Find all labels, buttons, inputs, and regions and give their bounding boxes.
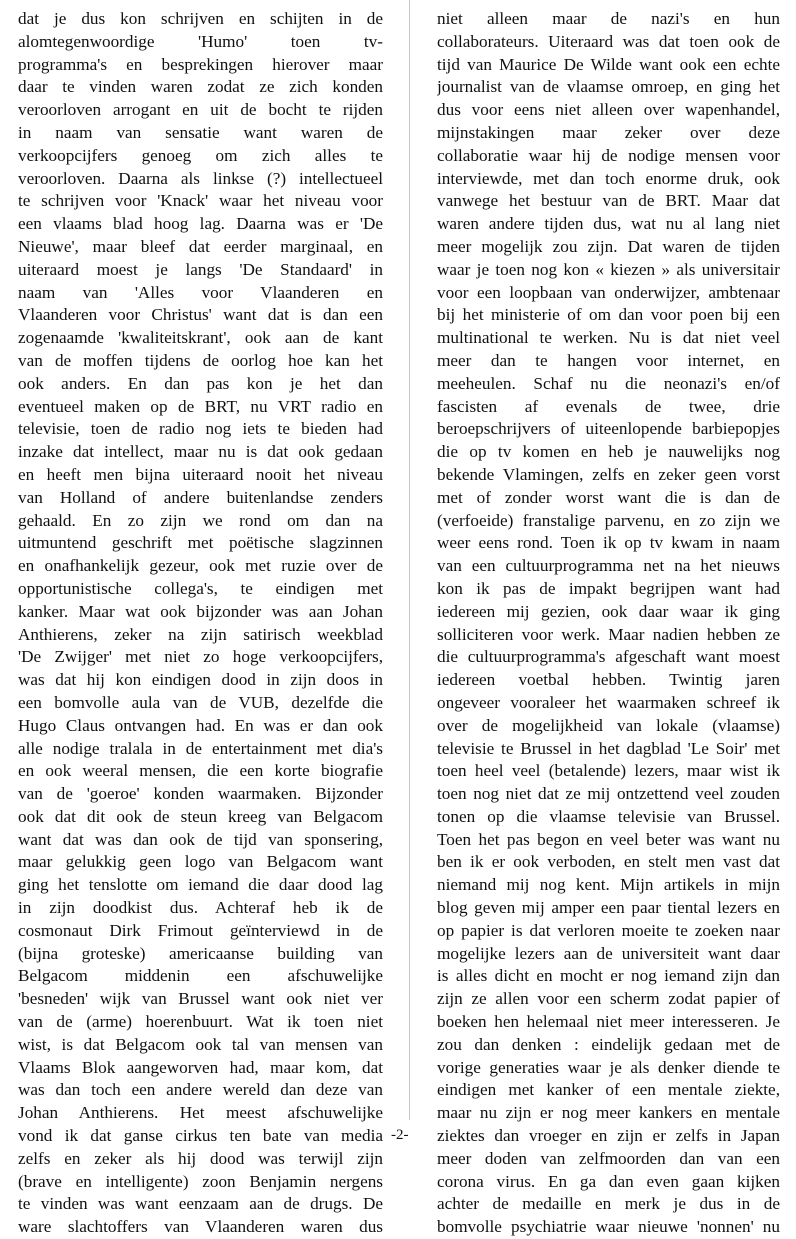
text-line: waren andere tijden dus, wat nu al lang niet — [437, 214, 780, 234]
text-line: zijn ze allen voor een scherm zodat papier of — [437, 989, 780, 1009]
text-line: van Holland of andere buitenlandse zenders — [18, 487, 383, 507]
text-line: boeken hen helemaal niet meer interesseren. Je — [437, 1012, 780, 1032]
text-line: iedereen mij gezien, ook daar waar ik ging — [437, 601, 780, 621]
text-line: veroorloven arrogant en uit de bocht te rijden — [18, 100, 383, 120]
text-line: kon ik pas de impakt begrijpen want had — [437, 578, 780, 598]
text-line: ziektes dan vroeger en zijn er zelfs in Japan — [437, 1126, 780, 1146]
text-line: bekende Vlamingen, zelfs en zeker geen vorst — [437, 464, 780, 484]
text-line: uiteraard moest je langs 'De Standaard' in — [18, 259, 383, 279]
text-line: naam van 'Alles voor Vlaanderen en — [18, 282, 383, 302]
text-line: collaborateurs. Uiteraard was dat toen ook de — [437, 31, 780, 51]
text-line: wist, is dat Belgacom ook tal van mensen van — [18, 1034, 383, 1054]
text-line: beroepschrijvers of uiteenlopende barbiepopjes — [437, 419, 780, 439]
text-line: een vlaams blad hoog lag. Daarna was er 'De — [18, 214, 383, 234]
text-line: meer doden van zelfmoorden dan van een — [437, 1148, 780, 1168]
text-line: ware slachtoffers van Vlaanderen waren dus — [18, 1217, 383, 1237]
text-line: eventueel maken op de BRT, nu VRT radio en — [18, 396, 383, 416]
text-line: van een cultuurprogramma net na het nieuws — [437, 556, 780, 576]
text-line: en ook weeral mensen, die een korte biografie — [18, 761, 383, 781]
text-line: niemand mij nog kent. Mijn artikels in mijn — [437, 875, 780, 895]
column-divider — [409, 0, 410, 1120]
text-line: (brave en intelligente) zoon Benjamin nergens — [18, 1171, 383, 1191]
text-line: Toen het pas begon en veel beter was want nu — [437, 829, 780, 849]
right-text-column — [437, 8, 780, 1239]
text-line: zelfs en zeker als hij dood was terwijl zijn — [18, 1148, 383, 1168]
text-line: Vlaanderen voor Christus' want dat is dan een — [18, 305, 383, 325]
text-line: collaboratie waar hij de nodige mensen voor — [437, 145, 780, 165]
text-line: bomvolle psychiatrie waar nieuwe 'nonnen' nu — [437, 1217, 780, 1237]
text-line: televisie te Brussel in het dagblad 'Le Soir' met — [437, 738, 780, 758]
text-line: en onafhankelijk gezeur, ook met ruzie over de — [18, 556, 383, 576]
text-line: meer dan te hangen voor internet, en — [437, 350, 780, 370]
text-line: Nieuwe', maar bleef dat eerder marginaal, en — [18, 236, 383, 256]
text-line: zou dan denken : eindelijk gedaan met de — [437, 1034, 780, 1054]
text-line: dus voor eens niet alleen over wapenhandel, — [437, 100, 780, 120]
text-line: Vlaams Blok aangeworven had, maar kom, dat — [18, 1057, 383, 1077]
text-line: programma's en besprekingen hierover maar — [18, 54, 383, 74]
text-line: 'besneden' wijk van Brussel want ook niet ver — [18, 989, 383, 1009]
text-line: verkoopcijfers genoeg om zich alles te — [18, 145, 383, 165]
text-line: televisie, toen de radio nog iets te bieden had — [18, 419, 383, 439]
text-line: meeheulen. Schaf nu die neonazi's en/of — [437, 373, 780, 393]
text-line: eindigen met kanker of een mentale ziekte, — [437, 1080, 780, 1100]
text-line: die cultuurprogramma's afgeschaft want moest — [437, 647, 780, 667]
text-line: te schrijven voor 'Knack' waar het niveau voor — [18, 191, 383, 211]
text-line: cosmonaut Dirk Frimout geïnterviewd in de — [18, 920, 383, 940]
text-line: daar te vinden waren zodat ze zich konden — [18, 77, 383, 97]
text-line: toen heel veel (betalende) lezers, maar wist ik — [437, 761, 780, 781]
text-line: met of zonder worst want die is dan de — [437, 487, 780, 507]
text-line: van de 'goeroe' konden waarmaken. Bijzonder — [18, 784, 383, 804]
text-line: bij het ministerie of om dan voor poen bij een — [437, 305, 780, 325]
text-line: alle nodige tralala in de entertainment met dia's — [18, 738, 383, 758]
text-line: 'De Zwijger' met niet zo hoge verkoopcijfers, — [18, 647, 383, 667]
text-line: mogelijke lezers aan de universiteit want daar — [437, 943, 780, 963]
text-line: solliciteren voor werk. Maar nadien hebben ze — [437, 624, 780, 644]
text-line: want dat was dan ook de tijd van sponsering, — [18, 829, 383, 849]
text-line: was dan toch een andere wereld dan deze van — [18, 1080, 383, 1100]
page-number: -2- — [391, 1127, 409, 1143]
text-line: waar je toen nog kon « kiezen » als universitair — [437, 259, 780, 279]
text-line: inzake dat intellect, maar nu is dat ook gedaan — [18, 442, 383, 462]
text-line: blog geven mij amper een paar tiental lezers en — [437, 898, 780, 918]
text-line: vanwege het bestuur van de BRT. Maar dat — [437, 191, 780, 211]
text-line: multinational te werken. Nu is dat niet veel — [437, 328, 780, 348]
text-line: maar gelukkig geen logo van Belgacom want — [18, 852, 383, 872]
text-line: fascisten af evenals de twee, drie — [437, 396, 780, 416]
text-line: te vinden was want eenzaam aan de drugs. De — [18, 1194, 383, 1214]
text-line: ook anders. En dan pas kon je het dan — [18, 373, 383, 393]
text-line: alomtegenwoordige 'Humo' toen tv- — [18, 31, 383, 51]
text-line: ongeveer vooraleer het waarmaken schreef ik — [437, 692, 780, 712]
text-line: vorige generaties waar je als denker diende te — [437, 1057, 780, 1077]
text-line: dat je dus kon schrijven en schijten in de — [18, 9, 383, 28]
text-line: over de mogelijkheid van lokale (vlaamse) — [437, 715, 780, 735]
text-line: mijnstakingen maar zeker over deze — [437, 122, 780, 142]
text-line: is alles dicht en mocht er nog iemand zijn dan — [437, 966, 780, 986]
text-line: Anthierens, zeker na zijn satirisch weekblad — [18, 624, 383, 644]
left-text-column — [18, 8, 383, 1239]
text-line: meer mogelijk zou zijn. Dat waren de tijden — [437, 236, 780, 256]
text-line: tonen op die vlaamse televisie van Brussel. — [437, 806, 780, 826]
text-line: (verfoeide) franstalige parvenu, en zo zijn we — [437, 510, 780, 530]
text-line: ging het tenslotte om iemand die daar dood lag — [18, 875, 383, 895]
text-line: niet alleen maar de nazi's en hun — [437, 9, 780, 28]
text-line: veroorloven. Daarna als linkse (?) intellectueel — [18, 168, 383, 188]
text-line: op papier is dat verloren moeite te zoeken naar — [437, 920, 780, 940]
text-line: Belgacom middenin een afschuwelijke — [18, 966, 383, 986]
text-line: ben ik er ook verboden, en stelt men vast dat — [437, 852, 780, 872]
text-line: was dat hij kon eindigen dood in zijn doos in — [18, 670, 383, 690]
text-line: die op tv komen en heb je nauwelijks nog — [437, 442, 780, 462]
text-line: voor een loopbaan van onderwijzer, ambtenaar — [437, 282, 780, 302]
text-line: opportunistische collega's, te eindigen met — [18, 578, 383, 598]
text-line: van de (arme) hoerenbuurt. Wat ik toen niet — [18, 1012, 383, 1032]
text-line: Hugo Claus ontvangen had. En was er dan ook — [18, 715, 383, 735]
text-line: van de moffen tijdens de oorlog hoe kan het — [18, 350, 383, 370]
text-line: uitmuntend geschrift met poëtische slagzinnen — [18, 533, 383, 553]
text-line: iedereen voetbal hebben. Twintig jaren — [437, 670, 780, 690]
text-line: interviewde, met dan toch enorme druk, ook — [437, 168, 780, 188]
text-line: in zijn doodkist dus. Achteraf heb ik de — [18, 898, 383, 918]
text-line: een bomvolle aula van de VUB, dezelfde die — [18, 692, 383, 712]
text-line: (bijna groteske) americaanse building van — [18, 943, 383, 963]
text-line: gehaald. En zo zijn we rond om dan na — [18, 510, 383, 530]
text-line: en heeft men bijna uiteraard nooit het niveau — [18, 464, 383, 484]
text-line: kanker. Maar wat ook bijzonder was aan Johan — [18, 601, 383, 621]
text-line: toen nog niet dat ze mij ontzettend veel zouden — [437, 784, 780, 804]
text-line: tijd van Maurice De Wilde want ook een echte — [437, 54, 780, 74]
text-line: zogenaamde 'kwaliteitskrant', ook aan de kant — [18, 328, 383, 348]
text-line: achter de medaille en merk je dus in de — [437, 1194, 780, 1214]
text-line: Johan Anthierens. Het meest afschuwelijke — [18, 1103, 383, 1123]
text-line: vond ik dat ganse cirkus ten bate van media — [18, 1126, 383, 1146]
text-line: in naam van sensatie want waren de — [18, 122, 383, 142]
text-line: corona virus. En ga dan even gaan kijken — [437, 1171, 780, 1191]
text-line: ook dat dit ook de steun kreeg van Belgacom — [18, 806, 383, 826]
text-line: weer eens rond. Toen ik op tv kwam in naam — [437, 533, 780, 553]
text-line: maar nu zijn er nog meer kankers en mentale — [437, 1103, 780, 1123]
text-line: journalist van de vlaamse omroep, en ging het — [437, 77, 780, 97]
